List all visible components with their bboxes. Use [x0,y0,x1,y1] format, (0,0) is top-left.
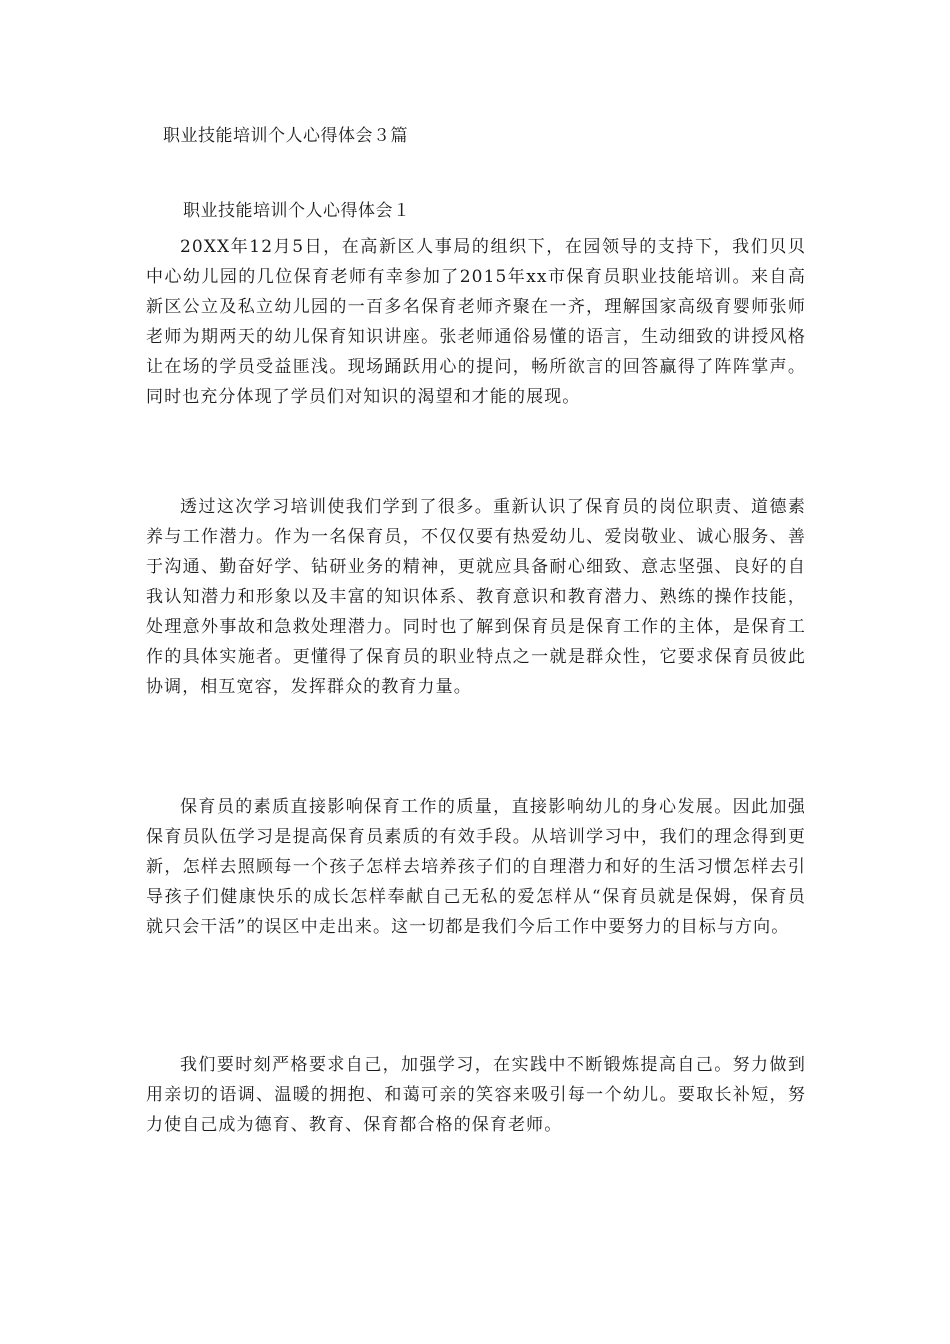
section-title: 职业技能培训个人心得体会１ [183,201,411,221]
paragraph-4: 我们要时刻严格要求自己，加强学习，在实践中不断锻炼提高自己。努力做到用亲切的语调、温暖的拥抱、和蔼可亲的笑容来吸引每一个幼儿。要取长补短，努力使自己成为德育、教育、保育都合格的保育老师。 [146,1055,806,1135]
document-title: 职业技能培训个人心得体会３篇 [163,126,408,146]
paragraph-2: 透过这次学习培训使我们学到了很多。重新认识了保育员的岗位职责、道德素养与工作潜力。作为一名保育员，不仅仅要有热爱幼儿、爱岗敬业、诚心服务、善于沟通、勤奋好学、钻研业务的精神，更就应具备耐心细致、意志坚强、良好的自我认知潜力和形象以及丰富的知识体系、教育意识和教育潜力、熟练的操作技能，处理意外事故和急救处理潜力。同时也了解到保育员是保育工作的主体，是保育工作的具体实施者。更懂得了保育员的职业特点之一就是群众性，它要求保育员彼此协调，相互宽容，发挥群众的教育力量。 [146,497,806,697]
paragraph-3: 保育员的素质直接影响保育工作的质量，直接影响幼儿的身心发展。因此加强保育员队伍学习是提高保育员素质的有效手段。从培训学习中，我们的理念得到更新，怎样去照顾每一个孩子怎样去培养孩子们的自理潜力和好的生活习惯怎样去引导孩子们健康快乐的成长怎样奉献自己无私的爱怎样从“保育员就是保姆，保育员就只会干活”的误区中走出来。这一切都是我们今后工作中要努力的目标与方向。 [146,797,806,937]
paragraph-1: 20XX年12月5日，在高新区人事局的组织下，在园领导的支持下，我们贝贝中心幼儿园的几位保育老师有幸参加了2015年xx市保育员职业技能培训。来自高新区公立及私立幼儿园的一百多名保育老师齐聚在一齐，理解国家高级育婴师张师老师为期两天的幼儿保育知识讲座。张老师通俗易懂的语言，生动细致的讲授风格让在场的学员受益匪浅。现场踊跃用心的提问，畅所欲言的回答赢得了阵阵掌声。同时也充分体现了学员们对知识的渴望和才能的展现。 [146,237,806,407]
